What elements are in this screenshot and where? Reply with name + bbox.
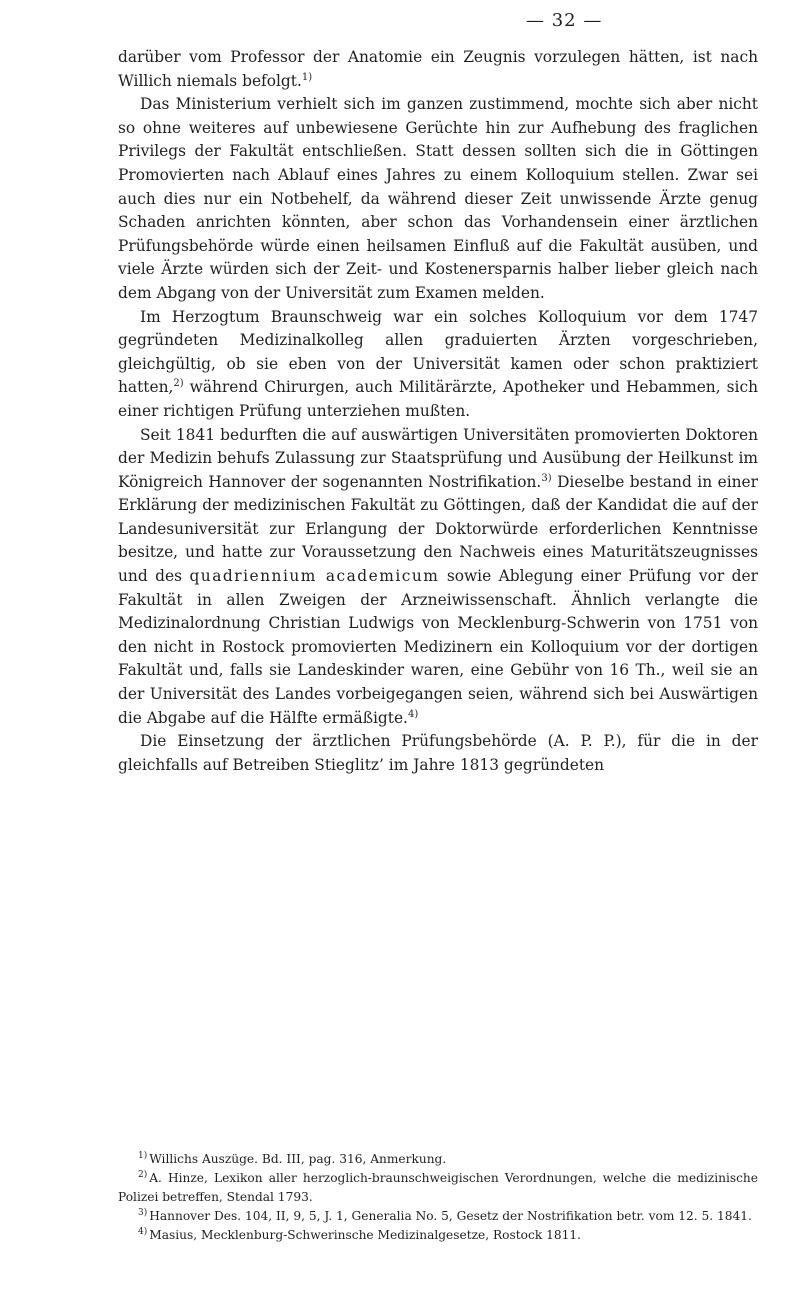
footnote-text: Willichs Auszüge. Bd. III, pag. 316, Anmerkung. — [149, 1152, 447, 1166]
footnote-mark: 1) — [138, 1150, 148, 1161]
paragraph-text: Die Einsetzung der ärztlichen Prüfungsbehörde (A. P. P.), für die in der gleichfalls auf Betreiben Stieglitz’ im Jahre 1813 gegründeten — [118, 732, 758, 774]
paragraph-text: darüber vom Professor der Anatomie ein Zeugnis vorzulegen hätten, ist nach Willich niemals befolgt. — [118, 48, 758, 90]
footnote-mark: 3) — [138, 1207, 148, 1218]
paragraph-text: Das Ministerium verhielt sich im ganzen zustimmend, mochte sich aber nicht so ohne weiteres auf unbewiesene Gerüchte hin zur Aufhebung des fraglichen Privilegs der Fakultät entschließen. Statt dessen sollten sich die in Göttingen Promovierten nach Ablauf eines Jahres zu einem Kolloquium stellen. Zwar sei auch dies nur ein Notbehelf, da während dieser Zeit unwissende Ärzte genug Schaden anrichten könnten, aber schon das Vorhandensein einer ärztlichen Prüfungsbehörde würde einen heilsamen Einfluß auf die Fakultät ausüben, und viele Ärzte würden sich der Zeit- und Kostenersparnis halber lieber gleich nach dem Abgang von der Universität zum Examen melden. — [118, 95, 758, 302]
paragraph-text: Dieselbe bestand in einer Erklärung der medizinischen Fakultät zu Göttingen, daß der Kandidat die auf der Landesuniversität zur Erlangung der Doktorwürde erforderlichen Kenntnisse besitze, und hatte zur Voraussetzung den Nachweis eines Maturitätszeugnisses und des — [118, 472, 758, 586]
footnote-1 — [118, 1150, 758, 1169]
footnotes — [118, 1150, 758, 1245]
paragraph-text: während Chirurgen, auch Militärärzte, Apotheker und Hebammen, sich einer richtigen Prüfung unterziehen mußten. — [118, 378, 758, 420]
footnote-3 — [118, 1207, 758, 1226]
main-text — [118, 46, 758, 777]
footnote-ref-3: 3) — [541, 472, 552, 484]
page-number: — 32 — — [526, 10, 603, 31]
footnote-ref-1: 1) — [301, 71, 313, 83]
paragraph-text: sowie Ablegung einer Prüfung vor der Fakultät in allen Zweigen der Arzneiwissenschaft. Ähnlich verlangte die Medizinalordnung Christian Ludwigs von Mecklenburg-Schwerin von 1751 von den nicht in Rostock promovierten Medizinern ein Kolloquium vor der dortigen Fakultät und, falls sie Landeskinder waren, eine Gebühr von 16 Th., weil sie an der Universität des Landes vorbeigegangen seien, während sich bei Auswärtigen die Abgabe auf die Hälfte ermäßigte. — [118, 567, 758, 727]
footnote-ref-4: 4) — [407, 708, 419, 720]
paragraph-5 — [118, 730, 758, 777]
footnote-2 — [118, 1169, 758, 1207]
footnote-ref-2: 2) — [173, 378, 184, 390]
paragraph-text: Seit 1841 bedurften die auf auswärtigen Universitäten promovierten Doktoren der Medizin behufs Zulassung zur Staatsprüfung und Ausübung der Heilkunst im Königreich Hannover der sogenannten Nostrifikation. — [118, 425, 758, 491]
paragraph-3 — [118, 306, 758, 424]
footnote-4 — [118, 1226, 758, 1245]
footnote-text: Hannover Des. 104, II, 9, 5, J. 1, Generalia No. 5, Gesetz der Nostrifikation betr. vom 12. 5. 1841. — [149, 1209, 752, 1223]
paragraph-1 — [118, 46, 758, 93]
footnote-mark: 4) — [138, 1226, 148, 1237]
footnote-mark: 2) — [138, 1169, 148, 1180]
paragraph-4 — [118, 424, 758, 731]
footnote-text: Masius, Mecklenburg-Schwerinsche Medizinalgesetze, Rostock 1811. — [149, 1228, 581, 1242]
paragraph-text: Im Herzogtum Braunschweig war ein solches Kolloquium vor dem 1747 gegründeten Medizinalkolleg allen graduierten Ärzten vorgeschrieben, gleichgültig, ob sie eben von der Universität kamen oder schon praktiziert hatten, — [118, 307, 758, 397]
latin-term: quadriennium academicum — [189, 567, 440, 586]
paragraph-2 — [118, 93, 758, 305]
footnote-text: A. Hinze, Lexikon aller herzoglich-braunschweigischen Verordnungen, welche die medizinische Polizei betreffen, Stendal 1793. — [118, 1171, 758, 1204]
